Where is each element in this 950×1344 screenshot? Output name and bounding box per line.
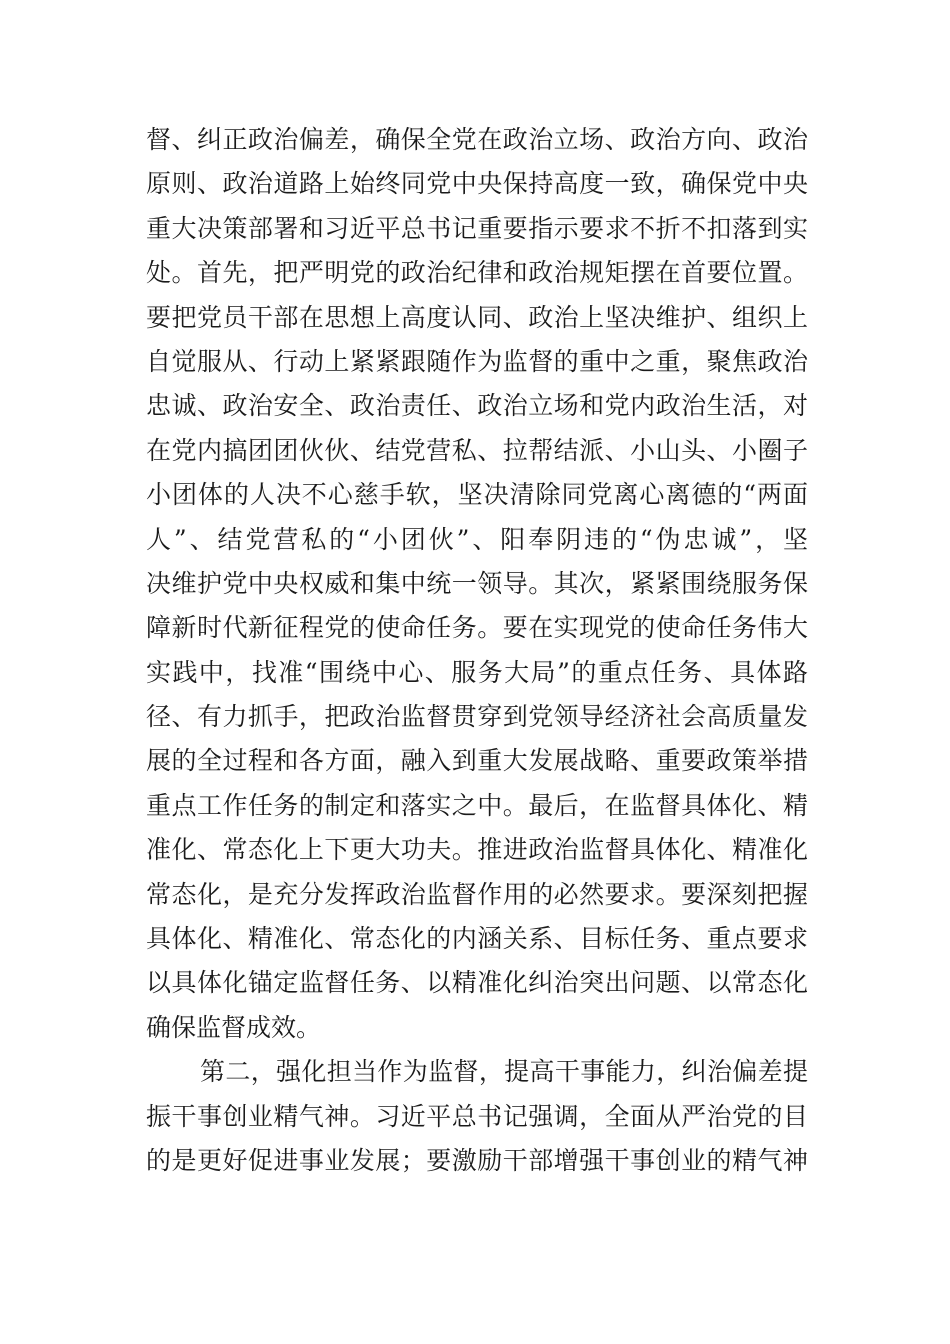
- text-line: 第二，强化担当作为监督，提高干事能力，纠治偏差提: [200, 1057, 808, 1087]
- text-line: 径、有力抓手，把政治监督贯穿到党领导经济社会高质量发: [146, 702, 808, 732]
- text-line: 实践中，找准“围绕中心、服务大局”的重点任务、具体路: [146, 657, 808, 687]
- text-line: 在党内搞团团伙伙、结党营私、拉帮结派、小山头、小圈子: [146, 435, 808, 465]
- text-line: 处。首先，把严明党的政治纪律和政治规矩摆在首要位置。: [146, 258, 808, 288]
- text-line: 以具体化锚定监督任务、以精准化纠治突出问题、以常态化: [146, 968, 808, 998]
- text-line: 人”、结党营私的“小团伙”、阳奉阴违的“伪忠诚”，坚: [146, 524, 808, 554]
- text-line: 振干事创业精气神。习近平总书记强调，全面从严治党的目: [146, 1101, 808, 1131]
- paragraph-1: [146, 118, 808, 1050]
- text-line: 障新时代新征程党的使命任务。要在实现党的使命任务伟大: [146, 613, 808, 643]
- paragraph-2: [146, 1050, 808, 1183]
- text-line: 自觉服从、行动上紧紧跟随作为监督的重中之重，聚焦政治: [146, 346, 808, 376]
- text-line: 的是更好促进事业发展；要激励干部增强干事创业的精气神: [146, 1145, 808, 1175]
- text-line: 小团体的人决不心慈手软，坚决清除同党离心离德的“两面: [146, 480, 808, 510]
- text-line: 展的全过程和各方面，融入到重大发展战略、重要政策举措: [146, 746, 808, 776]
- text-line: 忠诚、政治安全、政治责任、政治立场和党内政治生活，对: [146, 391, 808, 421]
- text-line: 常态化，是充分发挥政治监督作用的必然要求。要深刻把握: [146, 879, 808, 909]
- body-text: [146, 118, 808, 1183]
- text-line: 确保监督成效。: [146, 1012, 322, 1042]
- text-line: 要把党员干部在思想上高度认同、政治上坚决维护、组织上: [146, 302, 808, 332]
- text-line: 原则、政治道路上始终同党中央保持高度一致，确保党中央: [146, 169, 808, 199]
- text-line: 决维护党中央权威和集中统一领导。其次，紧紧围绕服务保: [146, 568, 808, 598]
- text-line: 准化、常态化上下更大功夫。推进政治监督具体化、精准化: [146, 835, 808, 865]
- text-line: 督、纠正政治偏差，确保全党在政治立场、政治方向、政治: [146, 125, 808, 154]
- text-line: 具体化、精准化、常态化的内涵关系、目标任务、重点要求: [146, 924, 808, 954]
- text-line: 重大决策部署和习近平总书记重要指示要求不折不扣落到实: [146, 213, 808, 243]
- text-line: 重点工作任务的制定和落实之中。最后，在监督具体化、精: [146, 790, 808, 820]
